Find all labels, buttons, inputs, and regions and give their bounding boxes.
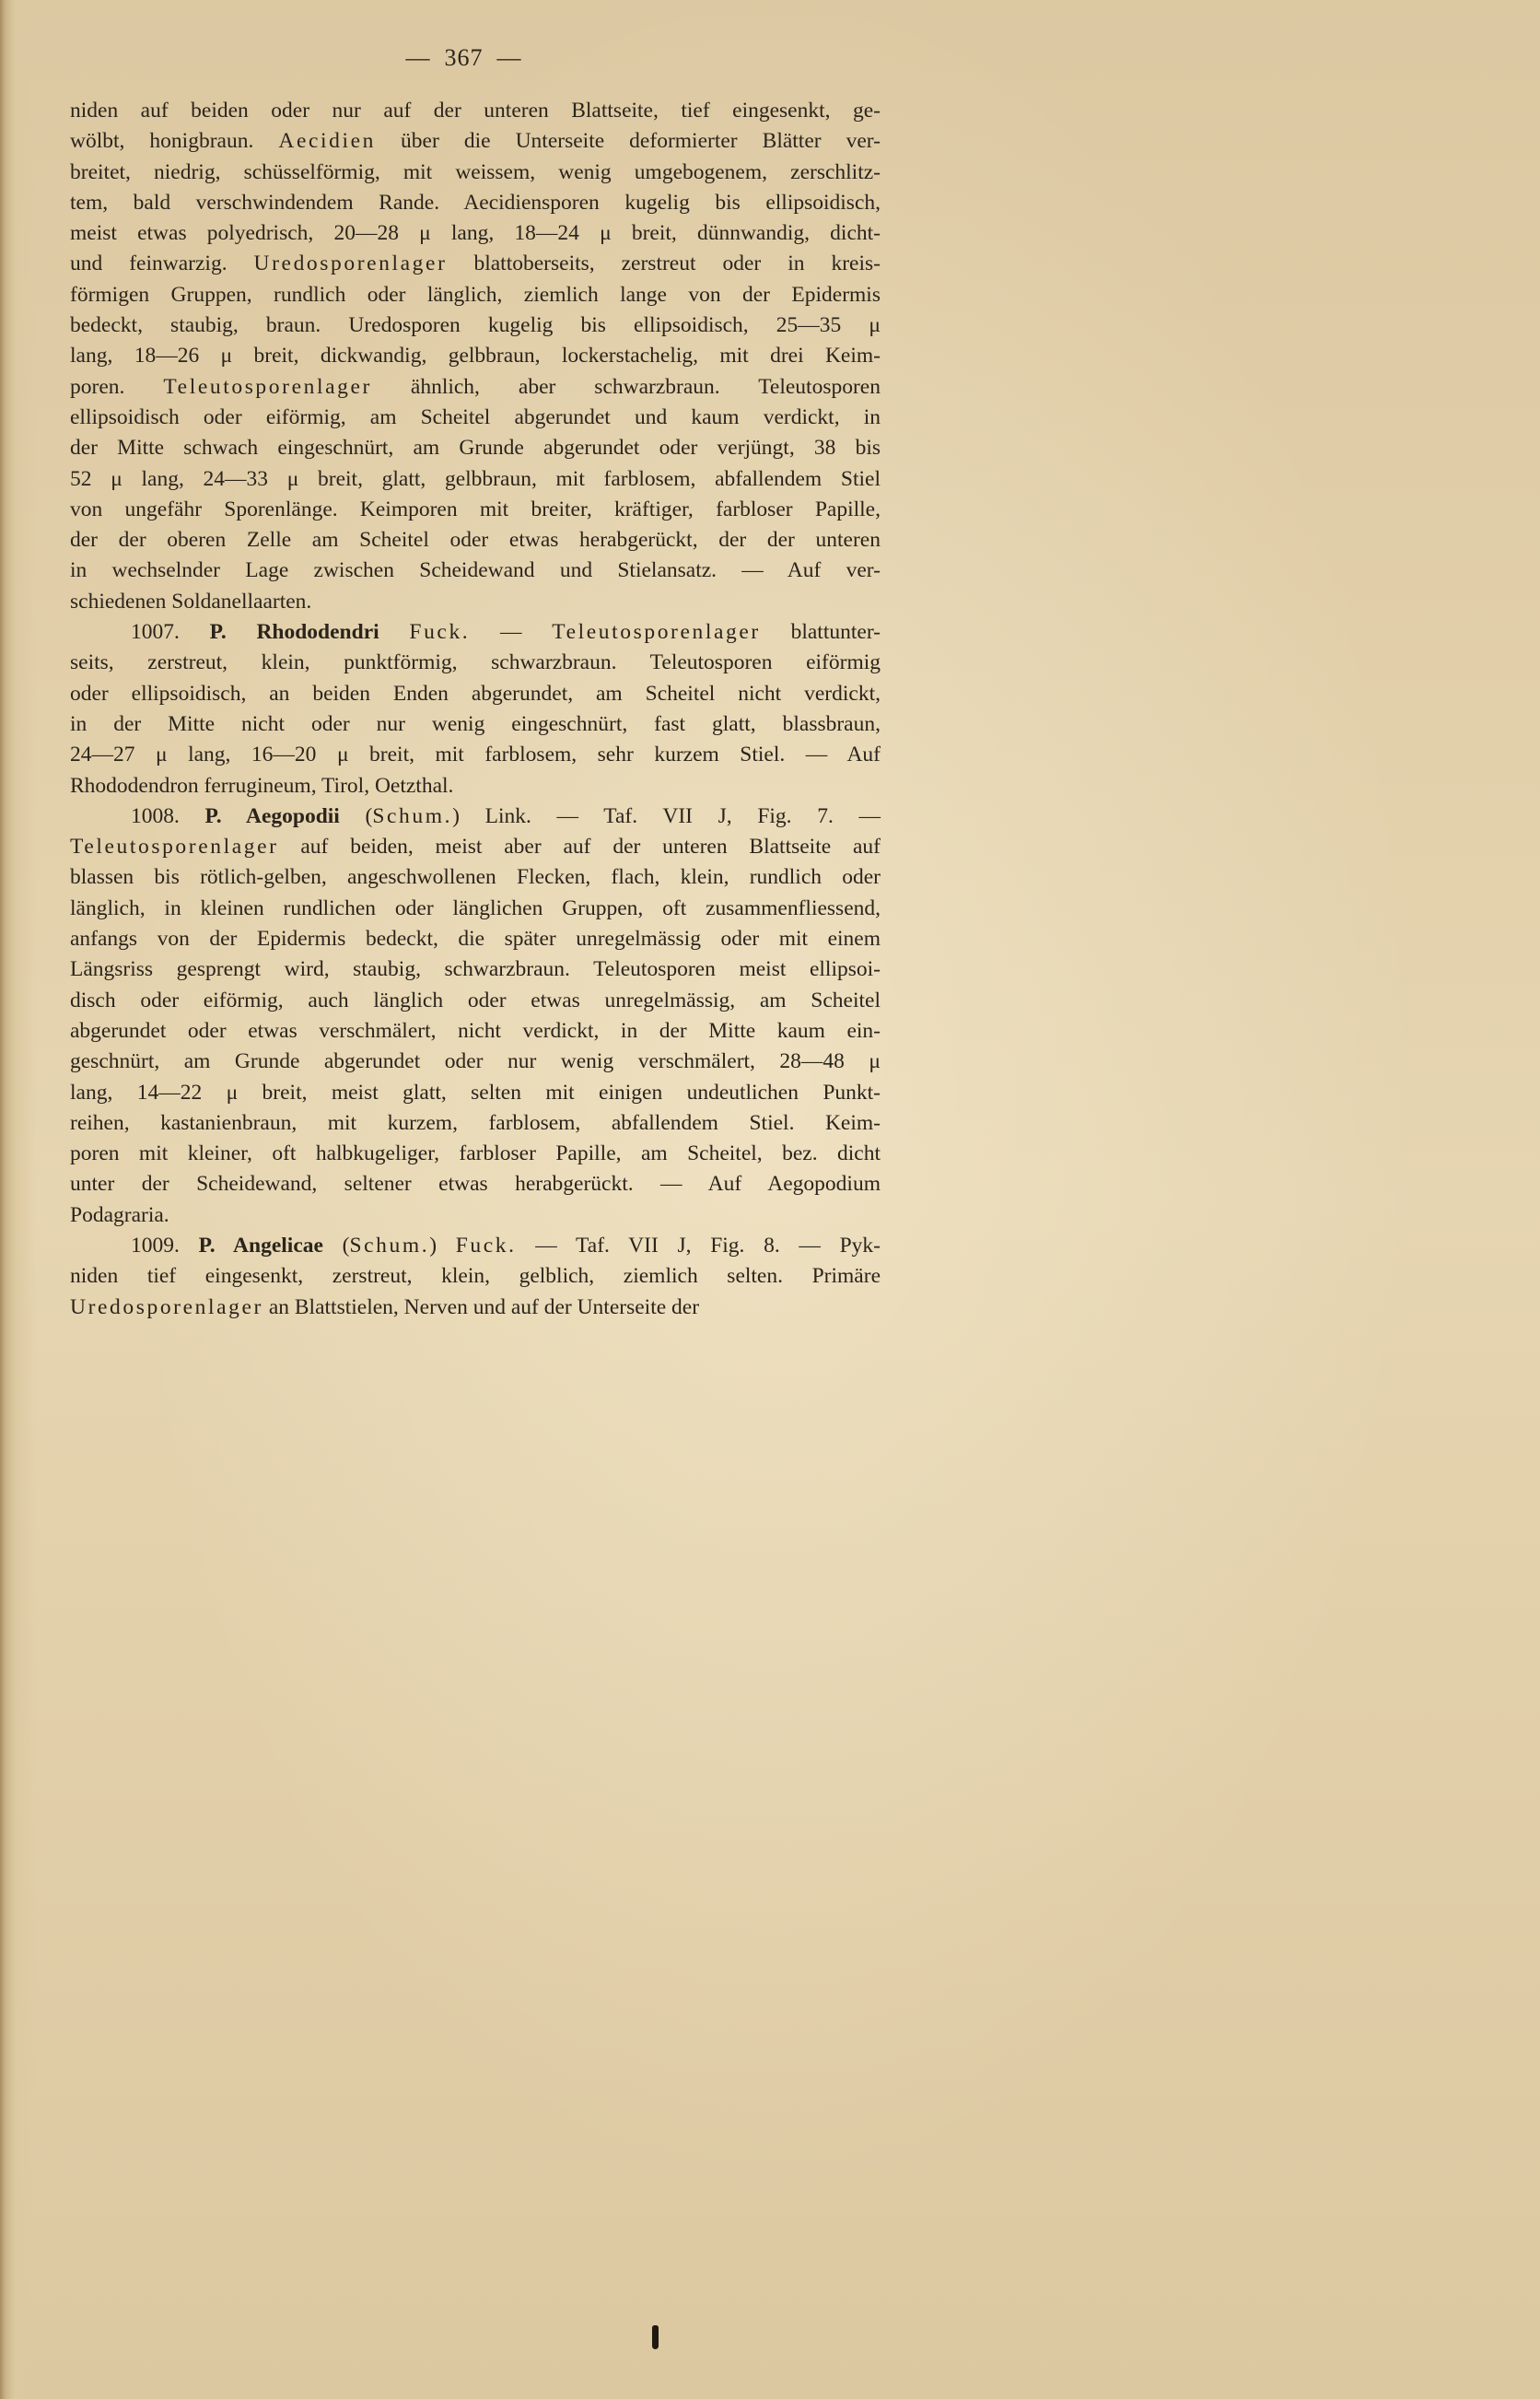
text-line: 24—27 μ lang, 16—20 μ breit, mit farblosem, sehr kurzem Stiel. — Auf: [70, 743, 881, 767]
text-line: ellipsoidisch oder eiförmig, am Scheitel abgerundet und kaum verdickt, in: [70, 404, 881, 429]
body-text: [70, 96, 881, 1323]
spaced-term: Schum.: [372, 803, 453, 828]
text-line: länglich, in kleinen rundlichen oder länglichen Gruppen, oft zusammenfliessend,: [70, 895, 881, 920]
text-line: wölbt, honigbraun. Aecidien über die Unterseite deformierter Blätter ver-: [70, 129, 881, 154]
text-line: und feinwarzig. Uredosporenlager blattoberseits, zerstreut oder in kreis-: [70, 252, 881, 276]
text-line: abgerundet oder etwas verschmälert, nicht verdickt, in der Mitte kaum ein-: [70, 1018, 881, 1043]
paragraph: [70, 802, 881, 1231]
text-line: niden auf beiden oder nur auf der unteren Blattseite, tief eingesenkt, ge-: [70, 99, 881, 123]
text-line: poren. Teleutosporenlager ähnlich, aber schwarzbraun. Teleutosporen: [70, 374, 881, 399]
spaced-term: Aecidien: [278, 129, 377, 154]
text-line: lang, 14—22 μ breit, meist glatt, selten mit einigen undeutlichen Punkt-: [70, 1080, 881, 1105]
text-line: seits, zerstreut, klein, punktförmig, schwarzbraun. Teleutosporen eiförmig: [70, 650, 881, 675]
text-line: förmigen Gruppen, rundlich oder länglich, ziemlich lange von der Epidermis: [70, 282, 881, 307]
text-line: schiedenen Soldanellaarten.: [70, 589, 312, 614]
ink-blot: [652, 2325, 659, 2349]
text-line: poren mit kleiner, oft halbkugeliger, farbloser Papille, am Scheitel, bez. dicht: [70, 1141, 881, 1166]
spaced-term: Uredosporenlager: [253, 252, 448, 276]
page-number: — 367 —: [405, 44, 522, 71]
text-line: in der Mitte nicht oder nur wenig eingeschnürt, fast glatt, blassbraun,: [70, 711, 881, 736]
text-line: Uredosporenlager an Blattstielen, Nerven und auf der Unterseite der: [70, 1294, 700, 1319]
text-line: tem, bald verschwindendem Rande. Aecidiensporen kugelig bis ellipsoidisch,: [70, 190, 881, 215]
spaced-term: Teleutosporenlager: [70, 835, 279, 860]
spaced-term: Teleutosporenlager: [163, 374, 372, 399]
text-line: lang, 18—26 μ breit, dickwandig, gelbbraun, lockerstachelig, mit drei Keim-: [70, 344, 881, 369]
text-line: Podagraria.: [70, 1202, 169, 1227]
text-line: der Mitte schwach eingeschnürt, am Grunde abgerundet oder verjüngt, 38 bis: [70, 436, 881, 461]
text-line: blassen bis rötlich-gelben, angeschwollenen Flecken, flach, klein, rundlich oder: [70, 865, 881, 890]
spaced-term: Fuck.: [455, 1233, 517, 1258]
text-line: von ungefähr Sporenlänge. Keimporen mit breiter, kräftiger, farbloser Papille,: [70, 497, 881, 521]
text-line: meist etwas polyedrisch, 20—28 μ lang, 18—24 μ breit, dünnwandig, dicht-: [70, 221, 881, 246]
text-line: niden tief eingesenkt, zerstreut, klein, gelblich, ziemlich selten. Primäre: [70, 1264, 881, 1289]
text-line: in wechselnder Lage zwischen Scheidewand und Stielansatz. — Auf ver-: [70, 558, 881, 583]
spaced-term: Fuck.: [409, 620, 471, 645]
text-line: Teleutosporenlager auf beiden, meist aber auf der unteren Blattseite auf: [70, 835, 881, 860]
spaced-term: Teleutosporenlager: [552, 620, 761, 645]
species-name: P. Rhododendri: [209, 620, 379, 645]
text-line: 1008. P. Aegopodii (Schum.) Link. — Taf. VII J, Fig. 7. —: [131, 803, 881, 828]
text-line: 52 μ lang, 24—33 μ breit, glatt, gelbbraun, mit farblosem, abfallendem Stiel: [70, 466, 881, 491]
text-line: Rhododendron ferrugineum, Tirol, Oetzthal.: [70, 773, 454, 798]
species-name: P. Angelicae: [198, 1233, 323, 1258]
paragraph: [70, 1231, 881, 1323]
text-line: oder ellipsoidisch, an beiden Enden abgerundet, am Scheitel nicht verdickt,: [70, 681, 881, 706]
paragraph: [70, 96, 881, 617]
text-line: breitet, niedrig, schüsselförmig, mit weissem, wenig umgebogenem, zerschlitz-: [70, 159, 881, 184]
paragraph: [70, 617, 881, 802]
species-name: P. Aegopodii: [204, 803, 340, 828]
text-line: unter der Scheidewand, seltener etwas herabgerückt. — Auf Aegopodium: [70, 1172, 881, 1197]
text-line: der der oberen Zelle am Scheitel oder etwas herabgerückt, der der unteren: [70, 528, 881, 553]
spaced-term: Uredosporenlager: [70, 1294, 263, 1319]
text-line: reihen, kastanienbraun, mit kurzem, farblosem, abfallendem Stiel. Keim-: [70, 1110, 881, 1135]
text-line: disch oder eiförmig, auch länglich oder etwas unregelmässig, am Scheitel: [70, 988, 881, 1012]
text-line: geschnürt, am Grunde abgerundet oder nur wenig verschmälert, 28—48 μ: [70, 1049, 881, 1074]
text-line: bedeckt, staubig, braun. Uredosporen kugelig bis ellipsoidisch, 25—35 μ: [70, 313, 881, 338]
text-line: 1009. P. Angelicae (Schum.) Fuck. — Taf. VII J, Fig. 8. — Pyk-: [131, 1233, 881, 1258]
text-line: anfangs von der Epidermis bedeckt, die später unregelmässig oder mit einem: [70, 927, 881, 952]
text-line: 1007. P. Rhododendri Fuck. — Teleutosporenlager blattunter-: [131, 620, 881, 645]
text-line: Längsriss gesprengt wird, staubig, schwarzbraun. Teleutosporen meist ellipsoi-: [70, 957, 881, 982]
spaced-term: Schum.: [349, 1233, 430, 1258]
